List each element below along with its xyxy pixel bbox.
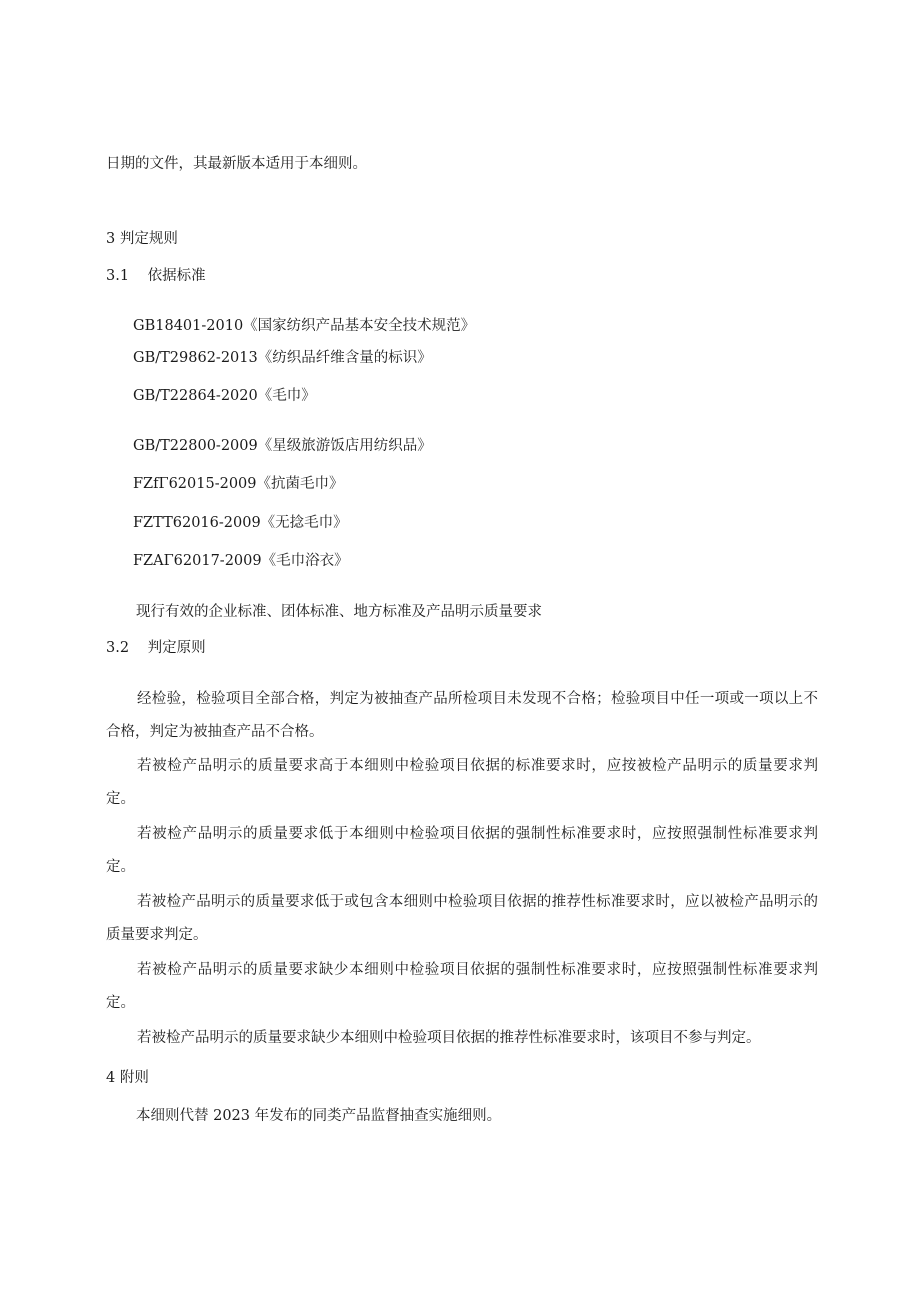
principle-paragraph: 若被检产品明示的质量要求高于本细则中检验项目依据的标准要求时，应按被检产品明示的质量要求判定。 xyxy=(106,758,818,807)
standard-item: GB/T29862-2013《纺织品纤维含量的标识》 xyxy=(133,350,432,366)
section-3-heading: 3 判定规则 xyxy=(106,231,178,247)
standards-note: 现行有效的企业标准、团体标准、地方标准及产品明示质量要求 xyxy=(136,604,542,620)
standard-item: FZTT62016-2009《无捻毛巾》 xyxy=(133,515,348,531)
principle-paragraph: 若被检产品明示的质量要求低于本细则中检验项目依据的强制性标准要求时，应按照强制性标准要求判定。 xyxy=(106,826,818,875)
principle-paragraph: 经检验，检验项目全部合格，判定为被抽查产品所检项目未发现不合格；检验项目中任一项或一项以上不合格，判定为被抽查产品不合格。 xyxy=(106,691,818,740)
standard-item: GB/T22864-2020《毛巾》 xyxy=(133,388,316,404)
intro-line: 日期的文件，其最新版本适用于本细则。 xyxy=(106,156,367,172)
principle-paragraph: 若被检产品明示的质量要求缺少本细则中检验项目依据的强制性标准要求时，应按照强制性标准要求判定。 xyxy=(106,962,818,1011)
standard-item: FZfΓ62015-2009《抗菌毛巾》 xyxy=(133,476,344,492)
principle-paragraph: 若被检产品明示的质量要求低于或包含本细则中检验项目依据的推荐性标准要求时，应以被检产品明示的质量要求判定。 xyxy=(106,894,818,943)
section-3-2-title: 判定原则 xyxy=(147,640,206,656)
section-4-heading: 4 附则 xyxy=(106,1070,149,1086)
section-3-2-heading xyxy=(106,638,206,658)
standard-item: GB/T22800-2009《星级旅游饭店用纺织品》 xyxy=(133,438,432,454)
section-3-1-number: 3.1 xyxy=(106,268,130,284)
principle-paragraph: 若被检产品明示的质量要求缺少本细则中检验项目依据的推荐性标准要求时，该项目不参与判定。 xyxy=(137,1030,761,1046)
section-3-1-heading xyxy=(106,266,206,286)
section-4-text: 本细则代替 2023 年发布的同类产品监督抽查实施细则。 xyxy=(136,1108,502,1124)
section-3-2-number: 3.2 xyxy=(106,640,130,656)
standard-item: FZAΓ62017-2009《毛巾浴衣》 xyxy=(133,553,349,569)
standard-item: GB18401-2010《国家纺织产品基本安全技术规范》 xyxy=(133,318,476,334)
section-3-1-title: 依据标准 xyxy=(147,268,206,284)
